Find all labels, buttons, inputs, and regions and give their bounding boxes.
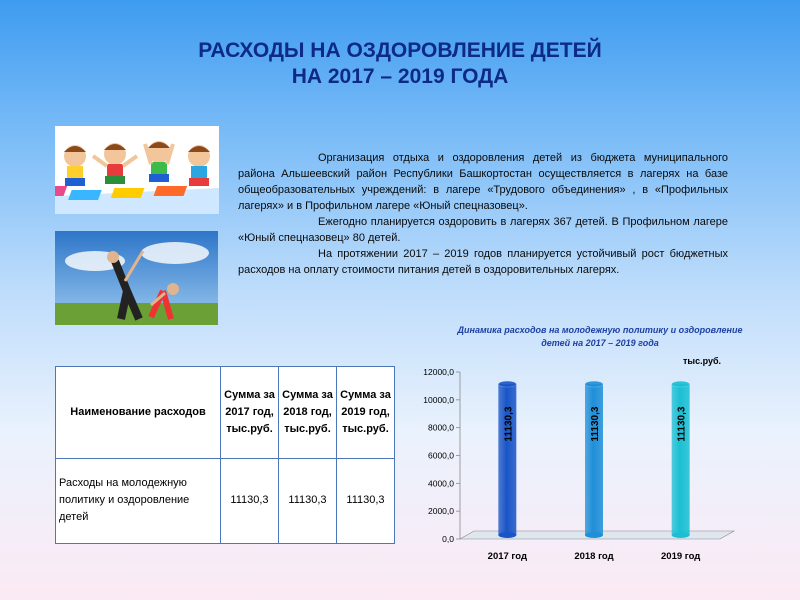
row-value-2018: 11130,3: [279, 458, 337, 543]
row-value-2019: 11130,3: [337, 458, 395, 543]
table-header-row: [56, 367, 395, 459]
table-row: [56, 458, 395, 543]
chart-unit-label: тыс.руб.: [683, 356, 722, 366]
chart-title: Динамика расходов на молодежную политику и оздоровление детей на 2017 – 2019 года: [457, 325, 743, 348]
bar-value-label: 11130,3: [590, 406, 601, 442]
bar-top: [672, 381, 690, 387]
row-expense-name: Расходы на молодежную политику и оздоровление детей: [56, 458, 221, 543]
y-tick-label: 8000,0: [428, 422, 454, 433]
slide-title-line1: РАСХОДЫ НА ОЗДОРОВЛЕНИЕ ДЕТЕЙ: [198, 39, 602, 62]
x-category-label: 2019 год: [661, 551, 701, 562]
paragraph-1: Организация отдыха и оздоровления детей из бюджета муниципального района Альшеевский район Республики Башкортостан осуществляется в лагерях на базе общеобразовательных учреждений: в лагере «Трудового объединения» , в «Профильных лагерях» и в Профильном лагере «Юный спецназовец».: [238, 152, 728, 212]
x-category-label: 2017 год: [487, 551, 527, 562]
y-tick-label: 4000,0: [428, 478, 454, 489]
y-tick-label: 12000,0: [423, 367, 454, 377]
expenses-table: [55, 366, 395, 544]
bar-bottom: [672, 532, 690, 538]
bar-top: [498, 381, 516, 387]
y-tick-label: 6000,0: [428, 450, 454, 461]
row-value-2017: 11130,3: [221, 458, 279, 543]
bar-value-label: 11130,3: [676, 406, 688, 442]
paragraph-3: На протяжении 2017 – 2019 годов планируется устойчивый рост бюджетных расходов на оплату стоимости питания детей в оздоровительных лагерях.: [238, 248, 728, 276]
bar-bottom: [585, 532, 603, 538]
column-header-name: Наименование расходов: [56, 367, 221, 459]
column-header-2017: Сумма за 2017 год, тыс.руб.: [221, 367, 279, 459]
y-tick-label: 10000,0: [423, 394, 454, 405]
kids-exercise-image: [55, 126, 219, 214]
outdoor-exercise-photo: [55, 231, 218, 325]
y-tick-label: 2000,0: [428, 506, 454, 517]
x-category-label: 2018 год: [574, 551, 614, 562]
expenses-bar-chart: [405, 360, 750, 575]
slide-title-line2: НА 2017 – 2019 ГОДА: [291, 65, 509, 88]
slide-title: [0, 38, 800, 90]
column-header-2019: Сумма за 2019 год, тыс.руб.: [337, 367, 395, 459]
bar-bottom: [498, 532, 516, 538]
bar-value-label: 11130,3: [503, 406, 515, 442]
bar-top: [585, 381, 603, 387]
column-header-2018: Сумма за 2018 год, тыс.руб.: [279, 367, 337, 459]
description-text: [238, 150, 728, 278]
y-tick-label: 0,0: [442, 534, 454, 544]
paragraph-2: Ежегодно планируется оздоровить в лагерях 367 детей. В Профильном лагере «Юный спецназовец» 80 детей.: [238, 216, 728, 244]
